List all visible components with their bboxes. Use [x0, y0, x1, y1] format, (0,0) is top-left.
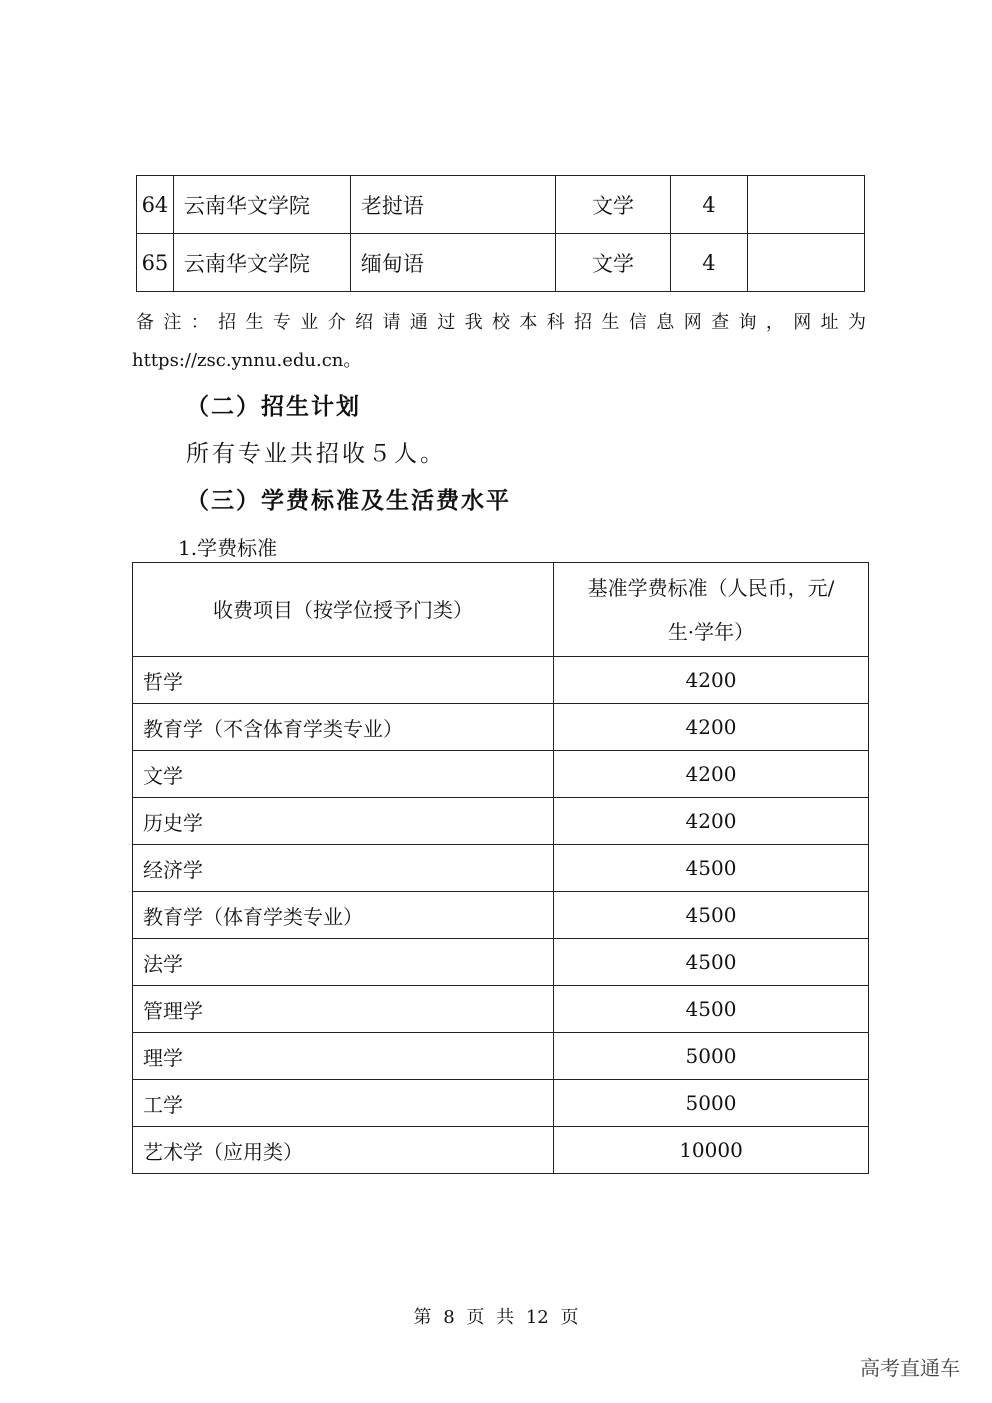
note-url: https://zsc.ynnu.edu.cn。: [132, 350, 362, 371]
discipline: 文学: [555, 234, 671, 292]
table-row: [133, 1127, 869, 1174]
header-standard: [554, 563, 869, 657]
page-number: 第 8 页 共 12 页: [413, 1307, 579, 1328]
fee-item: 哲学: [133, 657, 554, 704]
fee-amount: 4500: [554, 845, 869, 892]
fee-amount: 10000: [554, 1127, 869, 1174]
table-row: [133, 751, 869, 798]
section-heading-plan: （二）招生计划: [186, 393, 361, 420]
fee-item: 理学: [133, 1033, 554, 1080]
fee-amount: 4500: [554, 986, 869, 1033]
table-row: [133, 845, 869, 892]
table-row: [133, 986, 869, 1033]
fee-table: [132, 562, 869, 1174]
fee-item: 艺术学（应用类）: [133, 1127, 554, 1174]
table-row: [137, 234, 865, 292]
fee-amount: 4200: [554, 798, 869, 845]
remark-cell: [747, 176, 864, 234]
fee-amount: 4200: [554, 657, 869, 704]
fee-amount: 4500: [554, 892, 869, 939]
fee-item: 教育学（体育学类专业）: [133, 892, 554, 939]
row-number: 64: [137, 176, 174, 234]
fee-item: 工学: [133, 1080, 554, 1127]
table-row: [133, 1080, 869, 1127]
plan-text: 所有专业共招收５人。: [186, 441, 446, 467]
header-item: 收费项目（按学位授予门类）: [133, 563, 554, 657]
fee-table-header: [133, 563, 869, 657]
fee-item: 管理学: [133, 986, 554, 1033]
table-row: [133, 657, 869, 704]
header-standard-line2: 生·学年）: [667, 619, 755, 644]
note-text: 备注：招生专业介绍请通过我校本科招生信息网查询，网址为: [136, 312, 868, 333]
section-heading-fees: （三）学费标准及生活费水平: [186, 487, 511, 514]
fee-amount: 4200: [554, 704, 869, 751]
study-years: 4: [671, 234, 747, 292]
table-row: [137, 176, 865, 234]
table-row: [133, 798, 869, 845]
fee-item: 文学: [133, 751, 554, 798]
institute-name: 云南华文学院: [173, 234, 350, 292]
majors-table: [136, 175, 865, 292]
table-row: [133, 1033, 869, 1080]
table-row: [133, 939, 869, 986]
fee-item: 教育学（不含体育学类专业）: [133, 704, 554, 751]
fee-item: 经济学: [133, 845, 554, 892]
watermark: 高考直通车: [860, 1356, 960, 1380]
major-name: 缅甸语: [350, 234, 555, 292]
study-years: 4: [671, 176, 747, 234]
table-row: [133, 704, 869, 751]
subheading-tuition: 1.学费标准: [178, 536, 278, 560]
fee-item: 法学: [133, 939, 554, 986]
table-row: [133, 892, 869, 939]
fee-amount: 4200: [554, 751, 869, 798]
fee-amount: 5000: [554, 1080, 869, 1127]
major-name: 老挝语: [350, 176, 555, 234]
fee-amount: 5000: [554, 1033, 869, 1080]
header-standard-line1: 基准学费标准（人民币，元/: [587, 575, 835, 600]
institute-name: 云南华文学院: [173, 176, 350, 234]
remark-cell: [747, 234, 864, 292]
fee-item: 历史学: [133, 798, 554, 845]
fee-amount: 4500: [554, 939, 869, 986]
row-number: 65: [137, 234, 174, 292]
discipline: 文学: [555, 176, 671, 234]
